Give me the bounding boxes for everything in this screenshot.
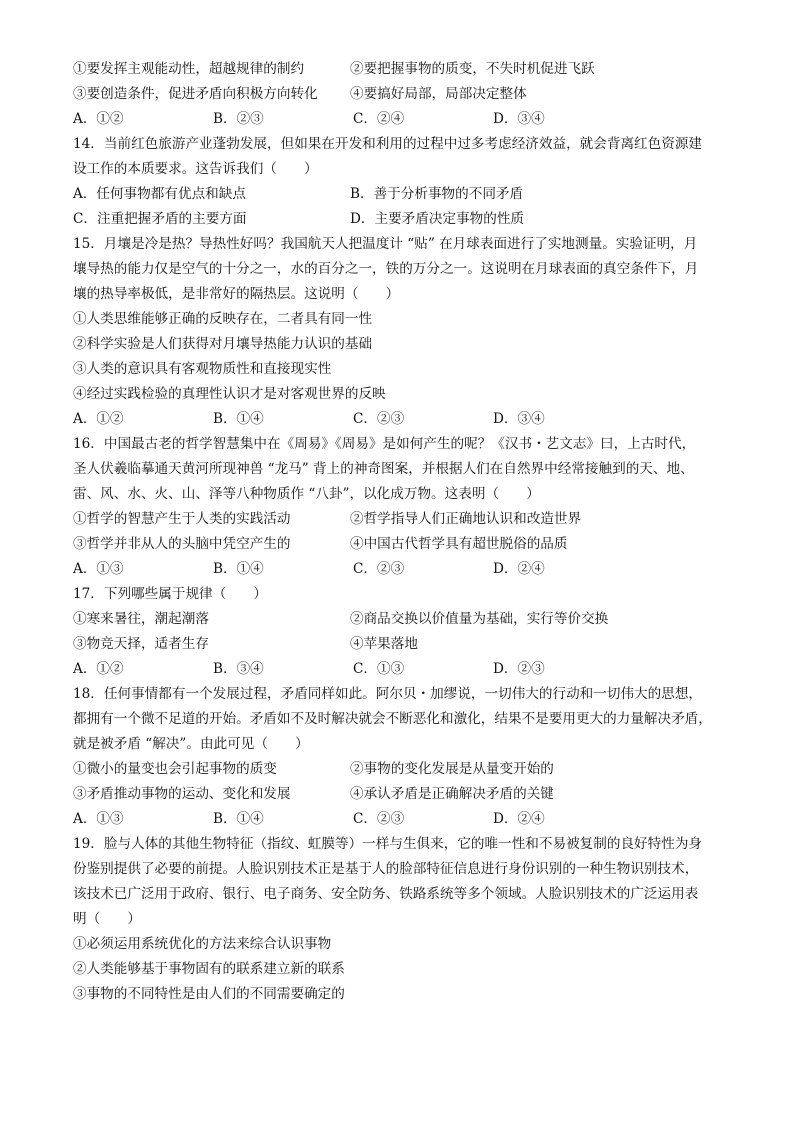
question-stem: 该技术已广泛用于政府、银行、电子商务、安全防务、铁路系统等多个领域。人脸识别技术的广泛运用表 — [73, 886, 699, 902]
choice-d: D．主要矛盾决定事物的性质 — [350, 211, 525, 227]
option: ②商品交换以价值量为基础，实行等价交换 — [350, 611, 609, 627]
option-row — [73, 757, 733, 782]
option: ③矛盾推动事物的运动、变化和发展 — [73, 786, 291, 802]
choice-c: C．②③ — [353, 811, 405, 827]
question-stem: 18．任何事情都有一个发展过程，矛盾同样如此。阿尔贝・加缪说，一切伟大的行动和一切伟大的思想， — [73, 686, 703, 702]
option: ③物竞天择，适者生存 — [73, 636, 209, 652]
question-16 — [73, 432, 733, 582]
question-stem: 设工作的本质要求。这告诉我们（ ） — [73, 161, 318, 177]
option: ④苹果落地 — [350, 636, 418, 652]
option-row — [73, 82, 733, 107]
choice-row — [73, 207, 733, 232]
option: ④要搞好局部，局部决定整体 — [350, 86, 527, 102]
question-stem: 份鉴别提供了必要的前提。人脸识别技术正是基于人的脸部特征信息进行身份识别的一种生物识别技术， — [73, 861, 699, 877]
choice-row — [73, 107, 733, 132]
question-stem: 都拥有一个微不足道的开始。矛盾如不及时解决就会不断恶化和激化，结果不是要用更大的力量解决矛盾， — [73, 711, 712, 727]
question-stem: 就是被矛盾 “解决”。由此可见（ ） — [73, 736, 309, 752]
option: ④中国古代哲学具有超世脱俗的品质 — [350, 536, 568, 552]
question-stem: 17．下列哪些属于规律（ ） — [73, 586, 268, 602]
option-row — [73, 507, 733, 532]
question-19 — [73, 832, 733, 1007]
option: ①微小的量变也会引起事物的质变 — [73, 761, 277, 777]
question-17 — [73, 582, 733, 682]
option: ④经过实践检验的真理性认识才是对客观世界的反映 — [73, 386, 386, 402]
choice-c: C．①③ — [353, 661, 405, 677]
choice-c: C．②③ — [353, 411, 405, 427]
option: ②事物的变化发展是从量变开始的 — [350, 761, 554, 777]
question-stem: 16．中国最古老的哲学智慧集中在《周易》《周易》是如何产生的呢？《汉书・艺文志》曰，上古时代， — [73, 436, 696, 452]
option: ③要创造条件，促进矛盾向积极方向转化 — [73, 86, 318, 102]
option: ③哲学并非从人的头脑中凭空产生的 — [73, 536, 291, 552]
choice-b: B．善于分析事物的不同矛盾 — [350, 186, 524, 202]
choice-d: D．②④ — [493, 811, 545, 827]
question-stem: 15．月壤是冷是热？导热性好吗？我国航天人把温度计 “贴” 在月球表面进行了实地测量。实验证明，月 — [73, 236, 698, 252]
choice-b: B．①④ — [213, 411, 264, 427]
question-stem: 壤导热的能力仅是空气的十分之一，水的百分之一，铁的万分之一。这说明在月球表面的真空条件下，月 — [73, 261, 699, 277]
option-row — [73, 782, 733, 807]
question-stem: 雷、风、水、火、山、泽等八种物质作 “八卦”，以化成万物。这表明（ ） — [73, 486, 540, 502]
choice-d: D．③④ — [493, 111, 545, 127]
choice-b: B．②③ — [213, 111, 264, 127]
option: ②哲学指导人们正确地认识和改造世界 — [350, 511, 582, 527]
choice-c: C．②③ — [353, 561, 405, 577]
option: ②科学实验是人们获得对月壤导热能力认识的基础 — [73, 336, 373, 352]
choice-a: A．①② — [73, 661, 124, 677]
option-row — [73, 57, 733, 82]
choice-b: B．①④ — [213, 561, 264, 577]
choice-row — [73, 807, 733, 832]
question-stem: 19．脸与人体的其他生物特征（指纹、虹膜等）一样与生俱来，它的唯一性和不易被复制的良好特性为身 — [73, 836, 703, 852]
option: ①必须运用系统优化的方法来综合认识事物 — [73, 936, 332, 952]
choice-c: C．②④ — [353, 111, 405, 127]
choice-d: D．②③ — [493, 661, 545, 677]
option: ①寒来暑往，潮起潮落 — [73, 611, 209, 627]
choice-row — [73, 182, 733, 207]
option-row — [73, 632, 733, 657]
choice-c: C．注重把握矛盾的主要方面 — [73, 211, 247, 227]
choice-row — [73, 407, 733, 432]
option: ②要把握事物的质变，不失时机促进飞跃 — [350, 61, 595, 77]
choice-a: A．①② — [73, 411, 124, 427]
choice-row — [73, 557, 733, 582]
choice-d: D．②④ — [493, 561, 545, 577]
question-stem: 14．当前红色旅游产业蓬勃发展，但如果在开发和利用的过程中过多考虑经济效益，就会背离红色资源建 — [73, 136, 703, 152]
option: ④承认矛盾是正确解决矛盾的关键 — [350, 786, 554, 802]
choice-a: A．①② — [73, 111, 124, 127]
option: ③人类的意识具有客观物质性和直接现实性 — [73, 361, 332, 377]
choice-a: A．①③ — [73, 811, 124, 827]
choice-a: A．①③ — [73, 561, 124, 577]
choice-b: B．①④ — [213, 811, 264, 827]
question-stem: 壤的热导率极低，是非常好的隔热层。这说明（ ） — [73, 286, 400, 302]
option: ①哲学的智慧产生于人类的实践活动 — [73, 511, 291, 527]
option-row — [73, 532, 733, 557]
option: ②人类能够基于事物固有的联系建立新的联系 — [73, 961, 345, 977]
choice-row — [73, 657, 733, 682]
option: ①要发挥主观能动性，超越规律的制约 — [73, 61, 305, 77]
choice-a: A．任何事物都有优点和缺点 — [73, 186, 246, 202]
option-row — [73, 607, 733, 632]
option: ③事物的不同特性是由人们的不同需要确定的 — [73, 986, 345, 1002]
question-stem: 明（ ） — [73, 911, 141, 927]
question-14 — [73, 132, 733, 232]
question-18 — [73, 682, 733, 832]
question-stem: 圣人伏羲临摹通天黄河所现神兽 “龙马” 背上的神奇图案，并根据人们在自然界中经常接触到的天、地、 — [73, 461, 694, 477]
choice-d: D．③④ — [493, 411, 545, 427]
choice-b: B．③④ — [213, 661, 264, 677]
option: ①人类思维能够正确的反映存在，二者具有同一性 — [73, 311, 373, 327]
question-15 — [73, 232, 733, 432]
exam-page — [73, 57, 733, 1007]
